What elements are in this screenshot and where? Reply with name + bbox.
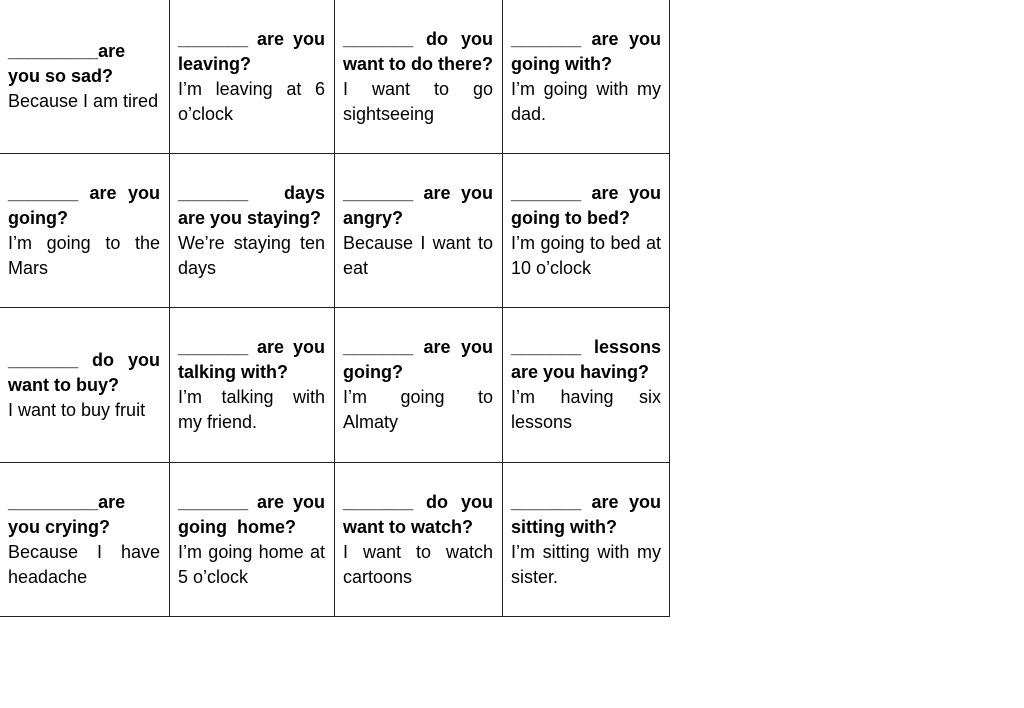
card [502, 462, 670, 617]
card [0, 0, 169, 153]
card-answer: Because I am tired [8, 91, 159, 111]
card-answer: I’m going to the Mars [8, 232, 160, 278]
card-question: _______ lessons are you having? [511, 337, 667, 382]
card [0, 153, 169, 307]
card-question: _______ are you angry? [343, 182, 499, 228]
card-question: _______ are you going with? [511, 28, 667, 74]
card-question: _______ do you want to do there? [343, 28, 499, 74]
card [334, 307, 502, 462]
card-answer: I’m going to bed at 10 o’clock [511, 232, 661, 278]
card-answer: I want to buy fruit [8, 399, 146, 420]
card-question: _______ are you sitting with? [511, 492, 667, 537]
card-answer: I’m leaving at 6 o’clock [178, 78, 325, 124]
card-answer: Because I want to eat [343, 232, 493, 278]
card [169, 307, 334, 462]
card-answer: I want to watch cartoons [343, 542, 493, 587]
card-answer: I’m talking with my friend. [178, 387, 325, 432]
card-question: _______ do you want to buy? [8, 349, 166, 395]
card-answer: I’m going with my dad. [511, 78, 661, 124]
card-question: _______ are you going to bed? [511, 182, 667, 228]
card-question: _________are you so sad? [8, 41, 131, 86]
card [169, 0, 334, 153]
card [334, 462, 502, 617]
card-answer: I want to go sightseeing [343, 78, 493, 124]
card-answer: I’m going home at 5 o’clock [178, 542, 325, 587]
card-question: _______ are you going home? [178, 492, 331, 537]
card [334, 153, 502, 307]
card-answer: I’m sitting with my sister. [511, 542, 661, 587]
card-question: _______ are you talking with? [178, 337, 331, 382]
card-question: _________are you crying? [8, 492, 131, 537]
card-answer: I’m going to Almaty [343, 387, 493, 432]
card [169, 462, 334, 617]
card [502, 153, 670, 307]
card [502, 307, 670, 462]
card-answer: We’re staying ten days [178, 232, 325, 278]
card-question: _______ are you going? [343, 337, 499, 382]
card [169, 153, 334, 307]
card-question: _______ are you going? [8, 182, 166, 228]
card [334, 0, 502, 153]
card-answer: I’m having six lessons [511, 387, 661, 432]
card-question: _______ do you want to watch? [343, 492, 499, 537]
card-question: _______ days are you staying? [178, 182, 331, 228]
card-question: _______ are you leaving? [178, 28, 331, 74]
card-answer: Because I have headache [8, 542, 160, 587]
card [0, 307, 169, 462]
card [502, 0, 670, 153]
card [0, 462, 169, 617]
